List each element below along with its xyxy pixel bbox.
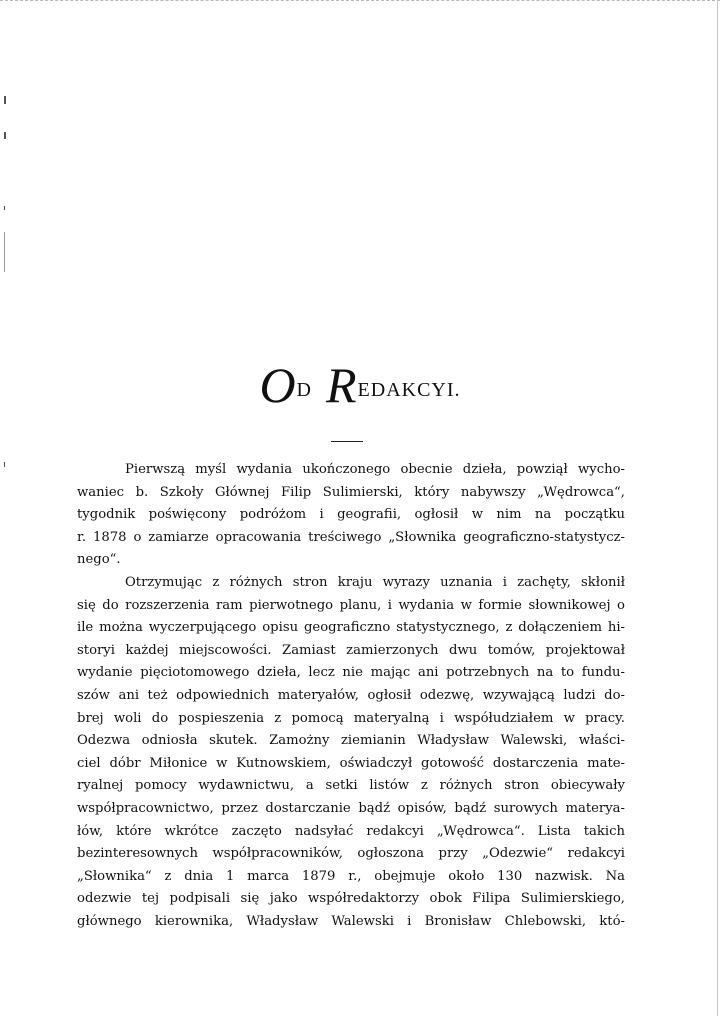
text-line: r. 1878 o zamiarze opracowania treściwego „Słownika geograficzno-statystycz- (77, 529, 625, 545)
text-line: Odezwa odniosła skutek. Zamożny ziemianin Władysław Walewski, właści- (77, 733, 625, 749)
scan-mark (4, 132, 6, 139)
text-line: Pierwszą myśl wydania ukończonego obecnie dzieła, powziął wycho- (125, 462, 625, 477)
title-initial-r: R (326, 357, 358, 413)
text-line: szów ani też odpowiednich materyałów, ogłosił odezwę, wzywającą ludzi do- (77, 687, 625, 703)
text-line: nego“. (77, 552, 121, 568)
text-line: brej woli do pospieszenia z pomocą materyalną i współudziałem w pracy. (77, 710, 625, 726)
text-line: się do rozszerzenia ram pierwotnego planu, i wydania w formie słownikowej o (77, 597, 625, 613)
title-rest-d: D (296, 379, 312, 401)
body-text (77, 459, 625, 933)
text-line: głównego kierownika, Władysław Walewski i Bronisław Chlebowski, któ- (77, 913, 625, 929)
text-line: storyi każdej miejscowości. Zamiast zamierzonych dwu tomów, projektował (77, 642, 625, 658)
title-divider (331, 441, 363, 442)
scan-mark (4, 96, 6, 104)
text-line: waniec b. Szkoły Głównej Filip Sulimierski, który nabywszy „Wędrowca“, (77, 484, 625, 500)
title-rest-edakcyi: EDAKCYI. (357, 379, 461, 401)
text-line: ile można wyczerpującego opisu geograficzno statystycznego, z dołączeniem hi- (77, 620, 625, 636)
scan-mark (4, 232, 5, 272)
text-line: wydanie pięciotomowego dzieła, lecz nie mając ani potrzebnych na to fundu- (77, 665, 625, 681)
text-line: tygodnik poświęcony podróżom i geografii, ogłosił w nim na początku (77, 507, 625, 523)
text-line: współpracownictwo, przez dostarczanie bądź opisów, bądź surowych materya- (77, 800, 625, 816)
text-line: Otrzymując z różnych stron kraju wyrazy uznania i zachęty, skłonił (125, 574, 625, 590)
text-line: ciel dóbr Miłonice w Kutnowskiem, oświadczył gotowość dostarczenia mate- (77, 755, 625, 771)
text-line: bezinteresownych współpracowników, ogłoszona przy „Odezwie“ redakcyi (77, 846, 625, 862)
page-top-edge (0, 0, 720, 3)
text-line: łów, które wkrótce zaczęto nadsyłać redakcyi „Wędrowca“. Lista takich (77, 823, 625, 839)
page-title (0, 357, 720, 413)
scan-mark (4, 462, 5, 467)
title-initial-o: O (259, 357, 297, 413)
page-right-edge (717, 0, 718, 1016)
text-line: „Słownika“ z dnia 1 marca 1879 r., obejmuje około 130 nazwisk. Na (77, 868, 625, 884)
text-line: ryalnej pomocy wydawnictwu, a setki listów z różnych stron obiecywały (77, 778, 625, 794)
scan-mark (4, 206, 5, 210)
text-line: odezwie tej podpisali się jako współredaktorzy obok Filipa Sulimierskiego, (77, 891, 625, 907)
